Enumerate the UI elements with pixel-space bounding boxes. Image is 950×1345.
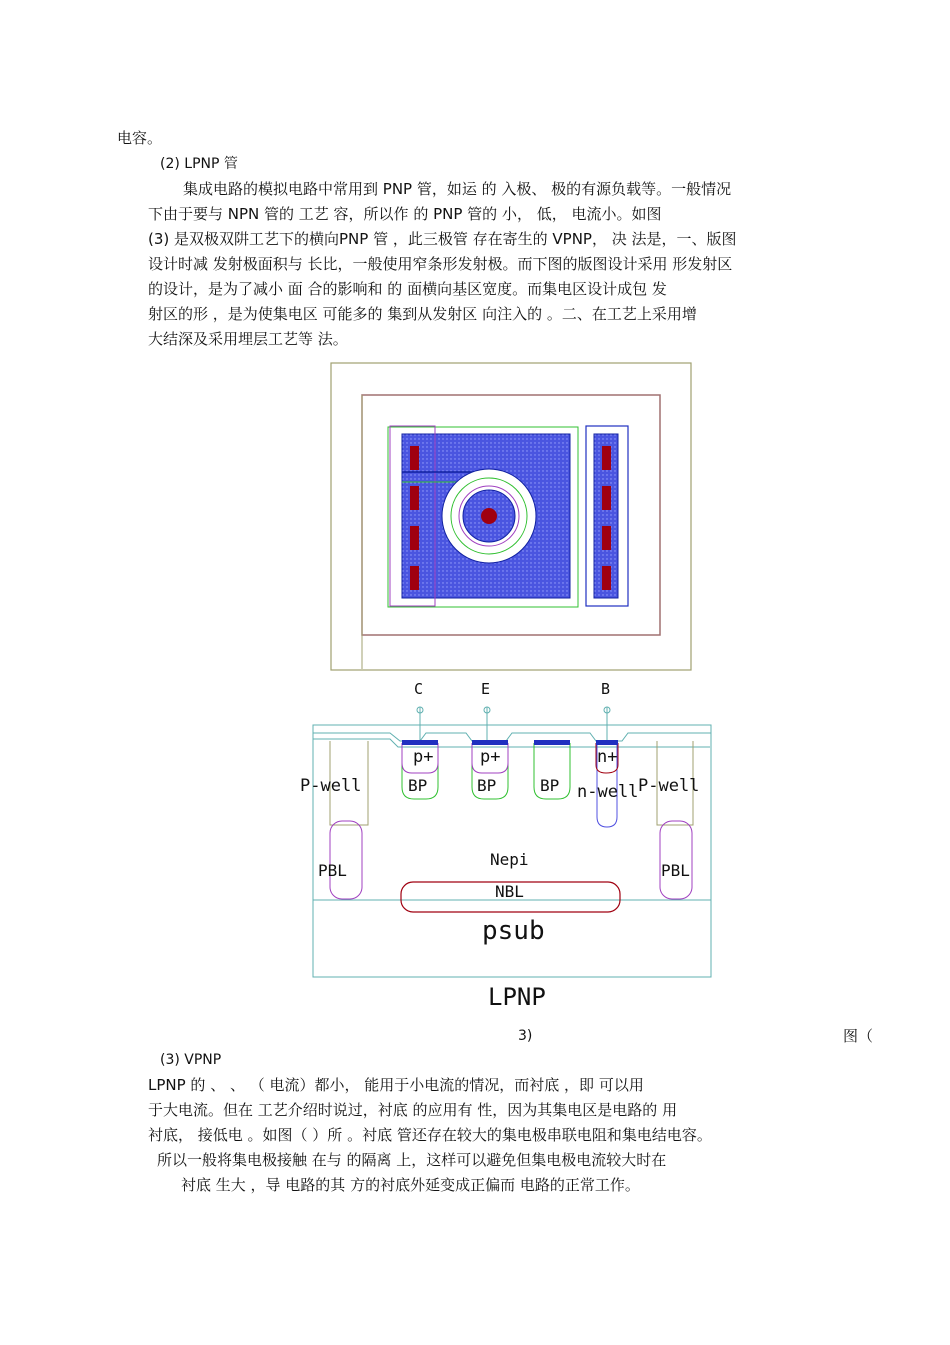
label-pbl-right: PBL bbox=[661, 861, 690, 880]
label-bp-1: BP bbox=[408, 776, 428, 795]
label-nwell: n-well bbox=[577, 782, 639, 802]
emitter-contact bbox=[481, 508, 497, 524]
label-device: LPNP bbox=[488, 983, 546, 1011]
paragraph-line-4: 下由于要与 NPN 管的 工艺 容，所以作 的 PNP 管的 小， 低， 电流小。如图 bbox=[148, 205, 662, 223]
label-pplus-2: p+ bbox=[480, 747, 501, 767]
label-bp-2: BP bbox=[477, 776, 497, 795]
paragraph-line-3: 集成电路的模拟电路中常用到 PNP 管，如运 的 入极、 极的有源负载等。一般情况 bbox=[183, 180, 732, 198]
label-pwell-left: P-well bbox=[300, 776, 362, 796]
label-bp-3: BP bbox=[540, 776, 560, 795]
label-nplus: n+ bbox=[597, 747, 618, 767]
paragraph-line-7: 的设计，是为了减小 面 合的影响和 的 面横向基区宽度。而集电区设计成包 发 bbox=[148, 280, 667, 298]
label-c: C bbox=[414, 680, 424, 698]
section-heading-lpnp: (2) LPNP 管 bbox=[160, 156, 238, 172]
label-b: B bbox=[601, 680, 611, 698]
figure-caption-number: 3) bbox=[518, 1028, 533, 1044]
lpnp-layout-figure bbox=[330, 362, 694, 672]
label-pplus-1: p+ bbox=[413, 747, 434, 767]
paragraph-line-12: 于大电流。但在 工艺介绍时说过，衬底 的应用有 性，因为其集电区是电路的 用 bbox=[148, 1101, 678, 1119]
paragraph-line-9: 大结深及采用埋层工艺等 法。 bbox=[148, 330, 348, 348]
label-pwell-right: P-well bbox=[638, 776, 700, 796]
paragraph-line-15: 衬底 生大 ，导 电路的其 方的衬底外延变成正偏而 电路的正常工作。 bbox=[181, 1176, 640, 1194]
label-e: E bbox=[481, 680, 491, 698]
paragraph-line-11: LPNP 的 、 、 （ 电流）都小， 能用于小电流的情况，而衬底 ，即 可以用 bbox=[148, 1076, 644, 1094]
paragraph-line-6: 设计时减 发射极面积与 长比，一般使用窄条形发射极。而下图的版图设计采用 形发射区 bbox=[148, 255, 733, 273]
epi-outline bbox=[313, 725, 711, 900]
paragraph-line-5: (3) 是双极双阱工艺下的横向PNP 管 ，此三极管 存在寄生的 VPNP， 决 法是，一、版图 bbox=[148, 230, 737, 248]
paragraph-line-13: 衬底， 接低电 。如图（ ）所 。衬底 管还存在较大的集电极串联电阻和集电结电容。 bbox=[148, 1126, 712, 1144]
label-nbl: NBL bbox=[495, 882, 524, 901]
label-psub: psub bbox=[482, 916, 545, 946]
lpnp-cross-section-figure bbox=[300, 675, 730, 1015]
section-heading-vpnp: (3) VPNP bbox=[160, 1052, 222, 1068]
figure-caption-label: 图（ bbox=[843, 1027, 874, 1045]
paragraph-line-14: 所以一般将集电极接触 在与 的隔离 上，这样可以避免但集电极电流较大时在 bbox=[157, 1151, 667, 1169]
paragraph-line-8: 射区的形 ，是为使集电区 可能多的 集到从发射区 向注入的 。二、在工艺上采用增 bbox=[148, 305, 697, 323]
label-pbl-left: PBL bbox=[318, 861, 347, 880]
text-line-1: 电容。 bbox=[117, 129, 163, 147]
label-nepi: Nepi bbox=[490, 850, 529, 869]
